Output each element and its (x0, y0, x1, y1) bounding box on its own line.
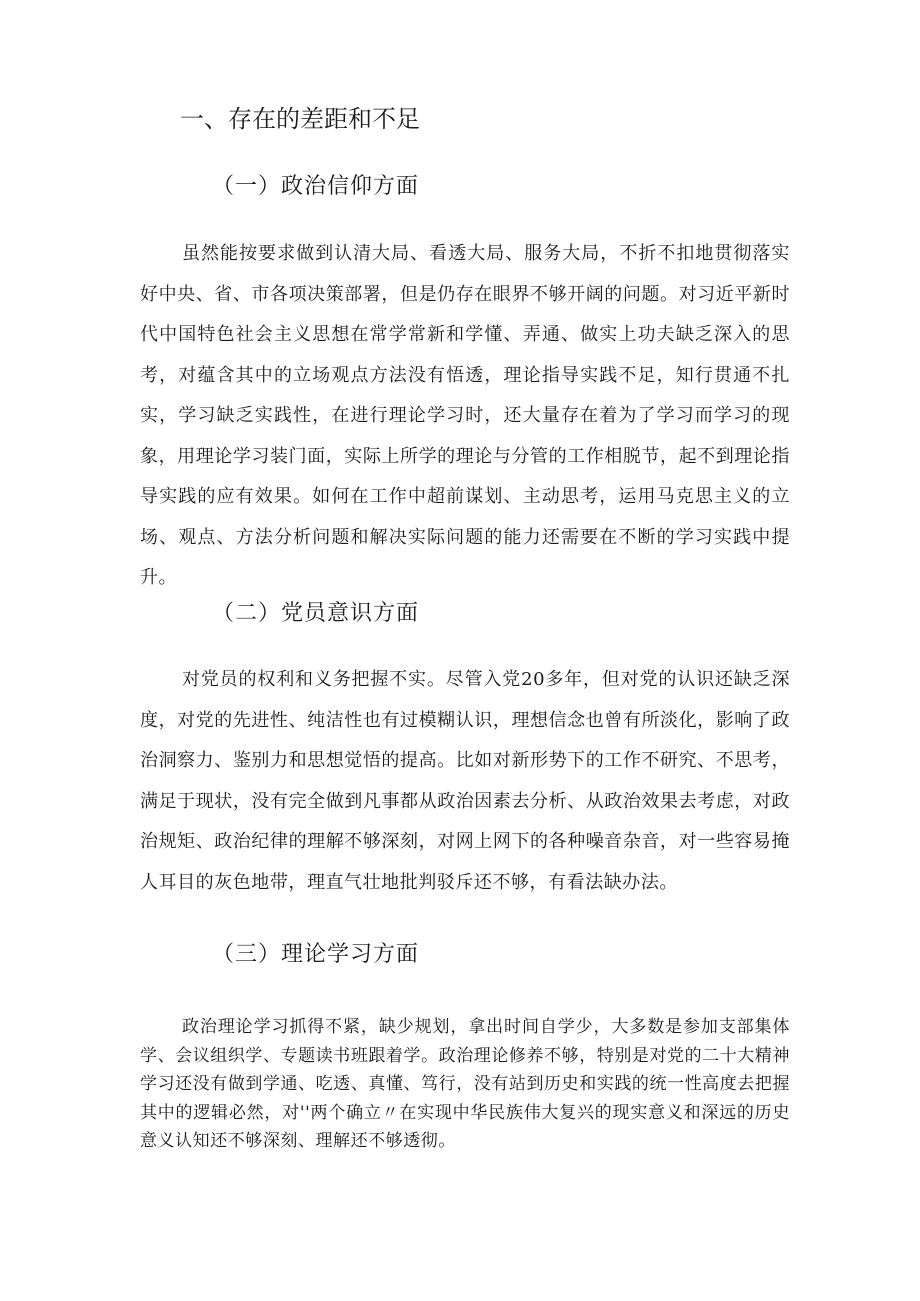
section-1-title: （一）政治信仰方面 (212, 174, 420, 199)
section-1-body: 虽然能按要求做到认清大局、看透大局、服务大局，不折不扣地贯彻落实好中央、省、市各项决策部署，但是仍存在眼界不够开阔的问题。对习近平新时代中国特色社会主义思想在常学常新和学懂、弄通、做实上功夫缺乏深入的思考，对蕴含其中的立场观点方法没有悟透，理论指导实践不足，知行贯通不扎实，学习缺乏实践性，在进行理论学习时，还大量存在着为了学习而学习的现象，用理论学习装门面，实际上所学的理论与分管的工作相脱节，起不到理论指导实践的应有效果。如何在工作中超前谋划、主动思考，运用马克思主义的立场、观点、方法分析问题和解决实际问题的能力还需要在不断的学习实践中提升。 (140, 243, 790, 588)
section-2-body: 对党员的权利和义务把握不实。尽管入党20多年，但对党的认识还缺乏深度，对党的先进性、纯洁性也有过模糊认识，理想信念也曾有所淡化，影响了政治洞察力、鉴别力和思想觉悟的提高。比如对新形势下的工作不研究、不思考，满足于现状，没有完全做到凡事都从政治因素去分析、从政治效果去考虑，对政治规矩、政治纪律的理解不够深刻，对网上网下的各种噪音杂音，对一些容易掩人耳目的灰色地带，理直气壮地批判驳斥还不够，有看法缺办法。 (140, 669, 790, 893)
main-heading: 一、存在的差距和不足 (180, 105, 420, 133)
section-3-body: 政治理论学习抓得不紧，缺少规划，拿出时间自学少，大多数是参加支部集体学、会议组织学、专题读书班跟着学。政治理论修养不够，特别是对党的二十大精神学习还没有做到学通、吃透、真懂、笃行，没有站到历史和实践的统一性高度去把握其中的逻辑必然，对''两个确立〃在实现中华民族伟大复兴的现实意义和深远的历史意义认知还不够深刻、理解还不够透彻。 (140, 1017, 790, 1151)
section-2-title: （二）党员意识方面 (212, 601, 420, 626)
section-3-title: （三）理论学习方面 (212, 942, 420, 967)
